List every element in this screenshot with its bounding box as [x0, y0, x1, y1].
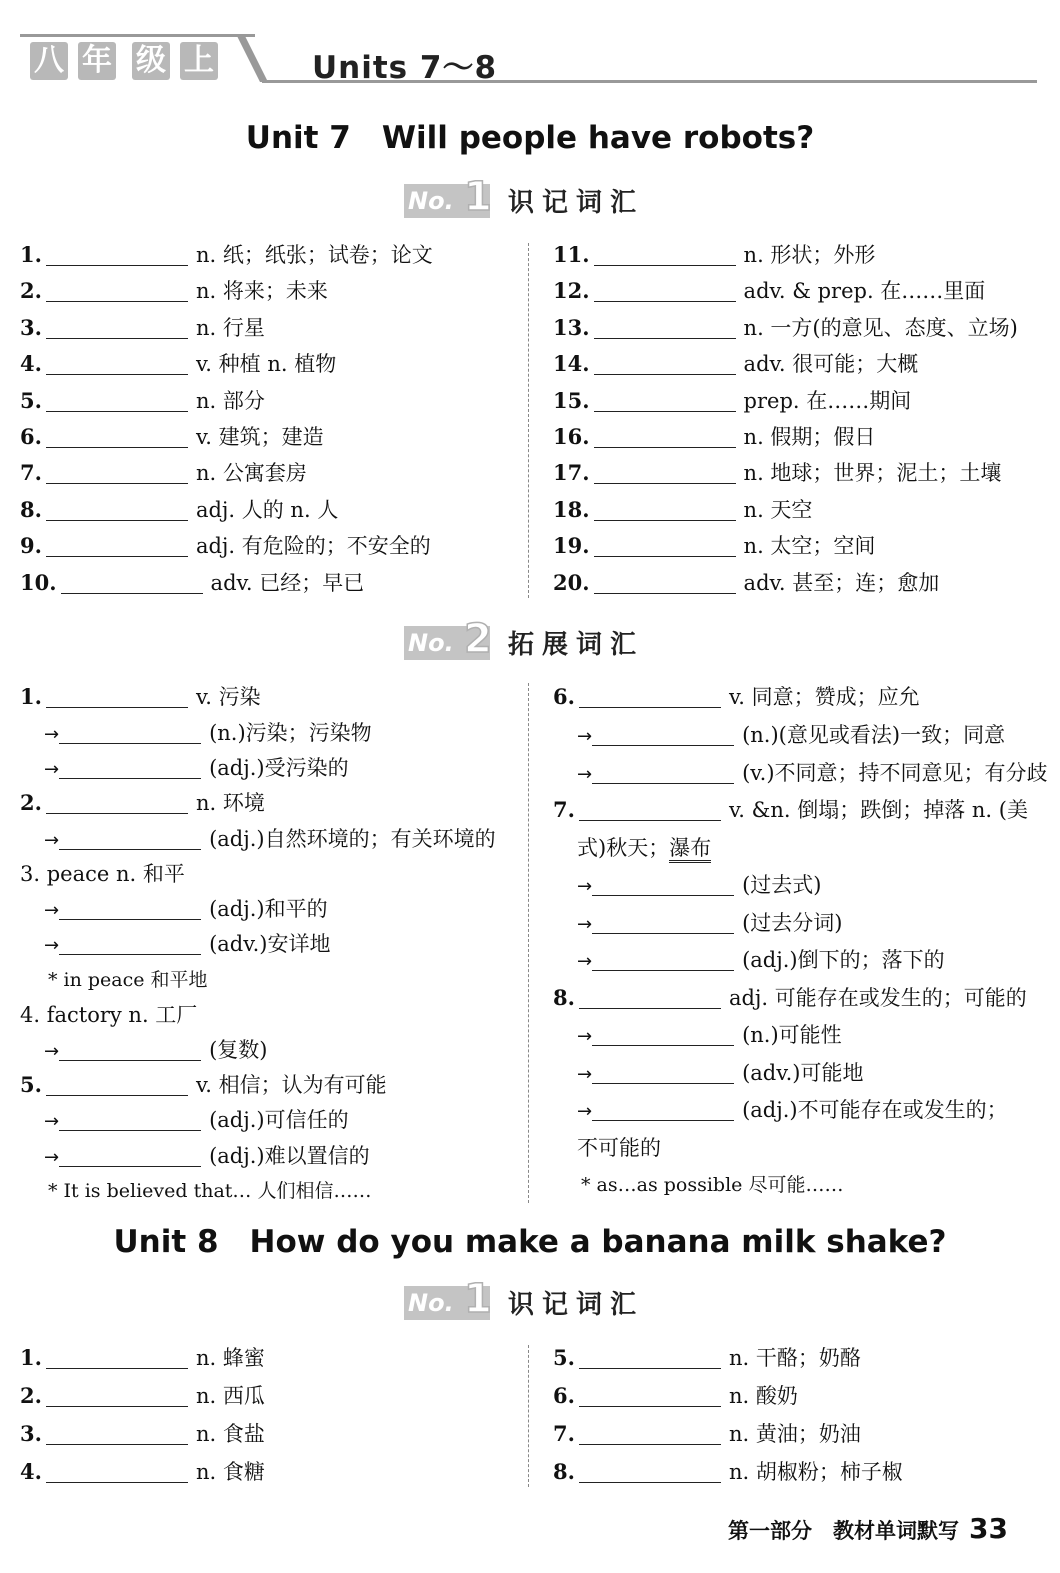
item-definition: v. 建筑；建造 [195, 425, 324, 449]
arrow-icon: → [577, 1026, 593, 1047]
extended-item [577, 1060, 864, 1088]
derived-form-hint: (adj.)难以置信的 [209, 1144, 370, 1168]
answer-blank[interactable] [61, 573, 203, 594]
arrow-icon: → [44, 1147, 60, 1168]
answer-blank[interactable] [594, 427, 736, 448]
extended-item [44, 931, 331, 959]
answer-blank[interactable] [46, 687, 188, 708]
item-number: 5. [553, 1345, 575, 1370]
header-top-rule [20, 34, 255, 37]
unit7-title: Unit 7 Will people have robots? [245, 120, 815, 156]
answer-blank[interactable] [592, 1025, 734, 1046]
item-definition: n. 食盐 [195, 1422, 265, 1446]
answer-blank[interactable] [594, 573, 736, 594]
answer-blank[interactable] [594, 391, 736, 412]
answer-blank[interactable] [594, 500, 736, 521]
item-definition: n. 天空 [743, 497, 813, 522]
answer-blank[interactable] [579, 1424, 721, 1445]
vocab-item [553, 388, 911, 414]
item-definition: n. 食糖 [195, 1460, 265, 1484]
answer-blank[interactable] [46, 1462, 188, 1483]
vocab-item [553, 315, 1018, 341]
vocab-item [553, 460, 1001, 486]
answer-blank[interactable] [46, 1386, 188, 1407]
item-definition: n. 公寓套房 [195, 461, 307, 486]
vocab-item [553, 497, 812, 523]
answer-blank[interactable] [59, 723, 201, 744]
section-title: 识记词汇 [508, 188, 645, 218]
vocab-item [20, 278, 328, 304]
derived-form-hint: (adv.)可能地 [742, 1061, 864, 1085]
derived-form-hint: (adj.)和平的 [209, 897, 328, 921]
section-title: 识记词汇 [508, 1290, 645, 1320]
page-number: 33 [969, 1512, 1008, 1545]
item-definition: n. 行星 [195, 315, 265, 340]
derived-form-hint: (n.)污染；污染物 [209, 721, 372, 745]
item-number: 7. [553, 797, 575, 822]
item-definition: v. 相信；认为有可能 [195, 1073, 387, 1097]
answer-blank[interactable] [592, 950, 734, 971]
vocab-item [553, 570, 939, 596]
vocab-item [553, 278, 985, 304]
answer-blank[interactable] [46, 427, 188, 448]
vocab-item [553, 351, 918, 377]
item-number: 19. [553, 533, 590, 559]
derived-form-hint: (adj.)倒下的；落下的 [742, 948, 945, 972]
vocab-item [553, 1383, 798, 1409]
unit8-divider [528, 1345, 529, 1487]
definition-continued: 不可能的 [577, 1136, 661, 1160]
answer-blank[interactable] [59, 829, 201, 850]
answer-blank[interactable] [59, 934, 201, 955]
vocab-item [20, 388, 265, 414]
extended-item [20, 684, 261, 710]
item-number: 8. [20, 496, 42, 522]
derived-form-hint: (过去分词) [742, 911, 843, 935]
item-definition: adj. 可能存在或发生的；可能的 [728, 986, 1027, 1010]
footer [728, 1512, 1008, 1545]
item-number: 12. [553, 278, 590, 304]
vocab-item [20, 460, 307, 486]
item-definition: adv. 甚至；连；愈加 [743, 570, 940, 595]
item-definition: adj. 人的 n. 人 [195, 497, 339, 522]
extended-item [44, 1107, 349, 1135]
vocab-item [20, 1383, 265, 1409]
answer-blank[interactable] [592, 1063, 734, 1084]
arrow-icon: → [577, 876, 593, 897]
vocab-item [553, 1345, 861, 1371]
arrow-icon: → [577, 726, 593, 747]
item-definition: n. 纸；纸张；试卷；论文 [195, 243, 433, 267]
arrow-icon: → [44, 900, 60, 921]
answer-blank[interactable] [59, 1110, 201, 1131]
item-number: 5. [20, 1072, 42, 1097]
answer-blank[interactable] [592, 725, 734, 746]
answer-blank[interactable] [592, 913, 734, 934]
emphasized-word: 瀑布 [669, 836, 711, 863]
unit7-sec1-divider [528, 243, 529, 598]
phrase-note: * It is believed that… 人们相信…… [48, 1180, 372, 1202]
answer-blank[interactable] [46, 1348, 188, 1369]
arrow-icon: → [44, 1111, 60, 1132]
answer-blank[interactable] [579, 687, 721, 708]
grade-badge-4: 上 [180, 42, 218, 80]
answer-blank[interactable] [594, 318, 736, 339]
vocab-item [20, 1421, 265, 1447]
item-number: 1. [20, 1345, 42, 1370]
no-badge: No. [404, 626, 490, 660]
item-definition: prep. 在……期间 [743, 388, 912, 413]
extended-item [577, 1022, 842, 1050]
item-definition: n. 地球；世界；泥土；土壤 [743, 461, 1002, 486]
derived-form-hint: (adj.)可信任的 [209, 1108, 349, 1132]
phrase-note: * in peace 和平地 [48, 969, 208, 991]
arrow-icon: → [44, 1041, 60, 1062]
answer-blank[interactable] [59, 1040, 201, 1061]
arrow-icon: → [44, 935, 60, 956]
item-number: 6. [553, 684, 575, 709]
extended-item [44, 826, 496, 854]
item-number: 17. [553, 460, 590, 486]
item-number: 4. [20, 351, 42, 377]
vocab-item [553, 1459, 903, 1485]
item-definition: n. 形状；外形 [743, 243, 876, 267]
extended-item [44, 896, 328, 924]
arrow-icon: → [577, 914, 593, 935]
no-number: 1 [464, 1276, 492, 1322]
footer-part: 第一部分 教材单词默写 [728, 1519, 960, 1543]
item-definition: adj. 有危险的；不安全的 [195, 534, 431, 559]
item-number: 9. [20, 533, 42, 559]
arrow-icon: → [577, 764, 593, 785]
extended-item [577, 835, 711, 861]
item-number: 11. [553, 242, 590, 267]
item-definition: n. 环境 [195, 791, 265, 815]
answer-blank[interactable] [59, 758, 201, 779]
answer-blank[interactable] [592, 875, 734, 896]
item-number: 2. [20, 278, 42, 304]
derived-form-hint: (复数) [209, 1038, 268, 1062]
item-number: 8. [553, 1459, 575, 1484]
answer-blank[interactable] [46, 1075, 188, 1096]
answer-blank[interactable] [579, 988, 721, 1009]
answer-blank[interactable] [594, 463, 736, 484]
item-definition: n. 酸奶 [728, 1384, 798, 1408]
extended-item [577, 722, 1005, 750]
arrow-icon: → [577, 1064, 593, 1085]
item-number: 13. [553, 314, 590, 340]
item-definition: n. 一方(的意见、态度、立场) [743, 315, 1018, 340]
item-definition: v. 种植 n. 植物 [195, 352, 337, 377]
definition-continued: 式)秋天； [577, 836, 670, 860]
vocab-item [20, 242, 433, 268]
extended-item [553, 985, 1027, 1011]
answer-blank[interactable] [46, 391, 188, 412]
no-number: 2 [464, 616, 492, 662]
item-number: 10. [20, 569, 57, 595]
vocab-item [20, 315, 265, 341]
item-definition: n. 太空；空间 [743, 534, 876, 559]
arrow-icon: → [44, 830, 60, 851]
item-number: 5. [20, 387, 42, 413]
answer-blank[interactable] [46, 793, 188, 814]
item-definition: adv. & prep. 在……里面 [743, 279, 986, 304]
item-definition: n. 将来；未来 [195, 279, 328, 304]
answer-blank[interactable] [594, 354, 736, 375]
answer-blank[interactable] [46, 500, 188, 521]
item-definition: adv. 已经；早已 [210, 570, 365, 595]
phrase-note: * as…as possible 尽可能…… [581, 1174, 844, 1196]
answer-blank[interactable] [46, 463, 188, 484]
grade-badge-1: 八 [30, 42, 68, 80]
extended-item [577, 1097, 1008, 1125]
derived-form-hint: (过去式) [742, 873, 822, 897]
answer-blank[interactable] [46, 1424, 188, 1445]
item-definition: n. 胡椒粉；柿子椒 [728, 1460, 903, 1484]
vocab-item [553, 1421, 861, 1447]
item-number: 7. [20, 460, 42, 486]
extended-item [577, 910, 842, 938]
answer-blank[interactable] [46, 245, 188, 266]
item-number: 16. [553, 424, 590, 449]
item-number: 7. [553, 1421, 575, 1446]
item-number: 2. [20, 790, 42, 815]
item-number: 3. [20, 1421, 42, 1446]
vocab-item [20, 351, 336, 377]
derived-form-hint: (adv.)安详地 [209, 932, 331, 956]
unit8-title: Unit 8 How do you make a banana milk shake? [113, 1224, 947, 1260]
item-number: 6. [553, 1383, 575, 1408]
grade-badge-2: 年 [78, 42, 116, 80]
answer-blank[interactable] [592, 1100, 734, 1121]
item-definition: n. 西瓜 [195, 1384, 265, 1408]
extended-item [553, 797, 1028, 823]
answer-blank[interactable] [46, 281, 188, 302]
item-number: 1. [20, 242, 42, 267]
vocab-item [553, 533, 875, 559]
given-word: 3. peace n. 和平 [20, 862, 185, 886]
answer-blank[interactable] [59, 1146, 201, 1167]
unit7-sec2-divider [528, 683, 529, 1203]
item-number: 4. [20, 1459, 42, 1484]
arrow-icon: → [577, 1101, 593, 1122]
item-number: 18. [553, 496, 590, 522]
item-number: 2. [20, 1383, 42, 1408]
arrow-icon: → [577, 951, 593, 972]
item-number: 15. [553, 387, 590, 413]
item-number: 20. [553, 569, 590, 595]
extended-item [581, 1172, 843, 1198]
vocab-item [553, 424, 875, 450]
answer-blank[interactable] [46, 354, 188, 375]
item-definition: n. 假期；假日 [743, 425, 876, 449]
answer-blank[interactable] [579, 1348, 721, 1369]
extended-item [48, 967, 208, 993]
item-number: 8. [553, 985, 575, 1010]
answer-blank[interactable] [579, 1462, 721, 1483]
vocab-item [553, 242, 875, 268]
answer-blank[interactable] [594, 536, 736, 557]
extended-item [20, 790, 265, 816]
extended-item [20, 1072, 387, 1098]
extended-item [44, 720, 372, 748]
extended-item [44, 755, 349, 783]
no-badge: No. [404, 1286, 490, 1320]
answer-blank[interactable] [592, 763, 734, 784]
item-definition: adv. 很可能；大概 [743, 352, 919, 377]
item-number: 3. [20, 314, 42, 340]
extended-item [577, 947, 945, 975]
extended-item [553, 684, 920, 710]
answer-blank[interactable] [46, 318, 188, 339]
answer-blank[interactable] [579, 1386, 721, 1407]
section-title: 拓展词汇 [508, 630, 645, 660]
answer-blank[interactable] [579, 800, 721, 821]
derived-form-hint: (adj.)受污染的 [209, 756, 349, 780]
vocab-item [20, 533, 431, 559]
grade-badge-3: 级 [132, 42, 170, 80]
item-definition: v. &n. 倒塌；跌倒；掉落 n. (美 [728, 798, 1028, 822]
item-definition: n. 蜂蜜 [195, 1346, 265, 1370]
vocab-item [20, 497, 338, 523]
units-title: Units 7～8 [312, 50, 498, 86]
item-definition: v. 同意；赞成；应允 [728, 685, 920, 709]
item-number: 14. [553, 351, 590, 377]
no-badge: No. [404, 184, 490, 218]
header-slant [236, 32, 270, 84]
extended-item [577, 872, 821, 900]
item-definition: n. 黄油；奶油 [728, 1422, 861, 1446]
vocab-item [20, 1345, 265, 1371]
answer-blank[interactable] [46, 536, 188, 557]
arrow-icon: → [44, 724, 60, 745]
extended-item [44, 1037, 267, 1065]
extended-item [20, 1002, 197, 1028]
vocab-item [20, 1459, 265, 1485]
item-number: 1. [20, 684, 42, 709]
derived-form-hint: (adj.)不可能存在或发生的； [742, 1098, 1008, 1122]
answer-blank[interactable] [59, 899, 201, 920]
derived-form-hint: (n.)(意见或看法)一致；同意 [742, 723, 1006, 747]
extended-item [44, 1143, 370, 1171]
no-number: 1 [464, 174, 492, 220]
derived-form-hint: (v.)不同意；持不同意见；有分歧 [742, 761, 1048, 785]
arrow-icon: → [44, 759, 60, 780]
answer-blank[interactable] [594, 245, 736, 266]
extended-item [48, 1178, 371, 1204]
answer-blank[interactable] [594, 281, 736, 302]
item-definition: v. 污染 [195, 685, 261, 709]
extended-item [577, 1135, 661, 1161]
extended-item [577, 760, 1048, 788]
vocab-item [20, 424, 324, 450]
item-definition: n. 部分 [195, 388, 265, 413]
vocab-item [20, 570, 364, 596]
item-definition: n. 干酪；奶酪 [728, 1346, 861, 1370]
given-word: 4. factory n. 工厂 [20, 1003, 198, 1027]
derived-form-hint: (adj.)自然环境的；有关环境的 [209, 827, 496, 851]
item-number: 6. [20, 424, 42, 449]
derived-form-hint: (n.)可能性 [742, 1023, 842, 1047]
extended-item [20, 861, 185, 887]
